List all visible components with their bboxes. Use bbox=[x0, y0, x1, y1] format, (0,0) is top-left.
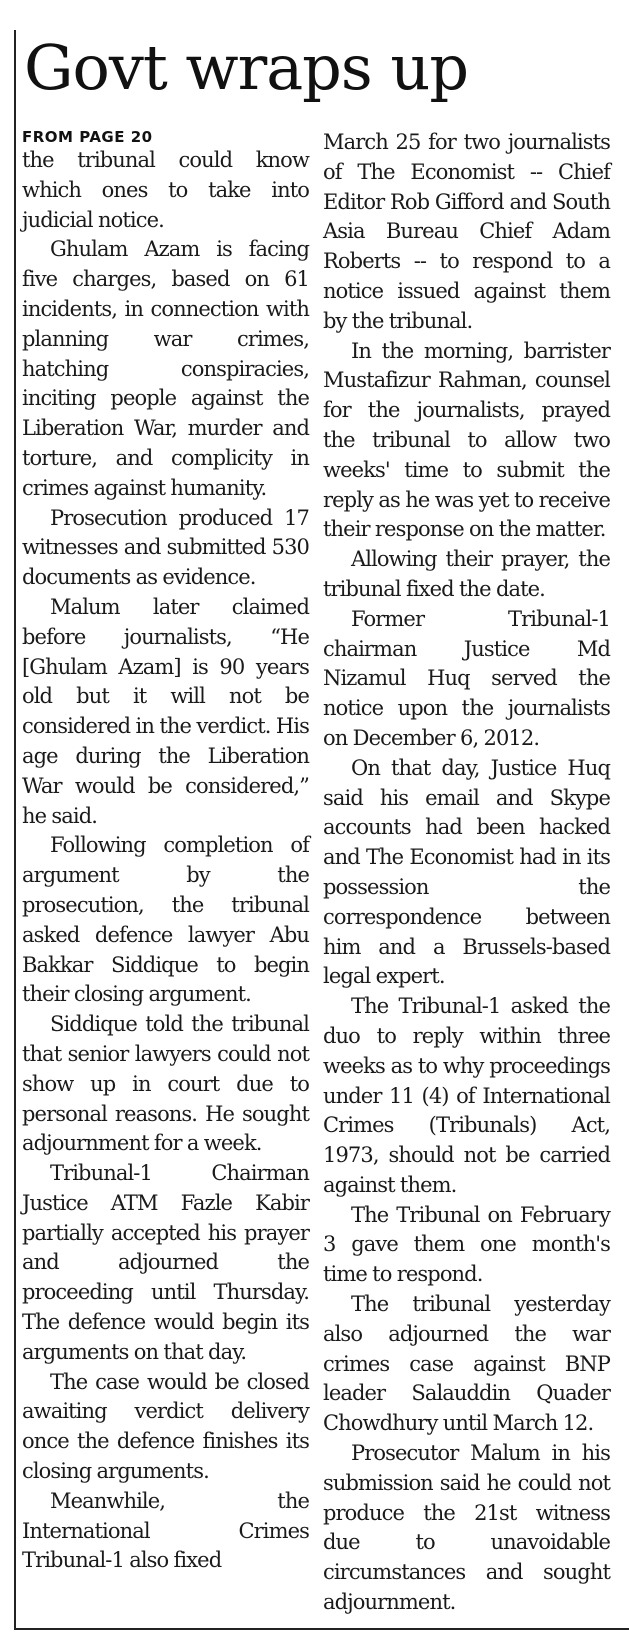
paragraph: In the morning, barrister Mustafizur Rahman, counsel for the journalists, prayed the tribunal to allow two weeks' time to submit the reply as he was yet to receive their response on the matter. bbox=[323, 338, 610, 542]
paragraph: Following completion of argument by the prosecution, the tribunal asked defence lawyer Abu Bakkar Siddique to begin their closing argument. bbox=[22, 833, 309, 1007]
paragraph: Former Tribunal-1 chairman Justice Md Nizamul Huq served the notice upon the journalists on December 6, 2012. bbox=[323, 606, 610, 750]
paragraph: The Tribunal-1 asked the duo to reply within three weeks as to why proceedings under 11 (4) of International Crimes (Tribunals) Act, 1973, should not be carried against them. bbox=[323, 994, 610, 1197]
jump-kicker: FROM PAGE 20 bbox=[22, 128, 153, 146]
paragraph: Prosecutor Malum in his submission said he could not produce the 21st witness due to unavoidable circumstances and sought adjournment. bbox=[323, 1441, 610, 1615]
paragraph: the tribunal could know which ones to take into judicial notice. bbox=[22, 148, 309, 232]
left-column bbox=[22, 128, 309, 1576]
paragraph: On that day, Justice Huq said his email and Skype accounts had been hacked and The Economist had in its possession the correspondence between him and a Brussels-based legal expert. bbox=[323, 755, 610, 989]
bottom-rule bbox=[14, 1628, 629, 1630]
paragraph: Ghulam Azam is facing five charges, based on 61 incidents, in connection with planning war crimes, hatching conspiracies, inciting people against the Liberation War, murder and torture, and complicity in crimes against humanity. bbox=[22, 237, 309, 500]
headline: Govt wraps up bbox=[24, 31, 469, 104]
right-column bbox=[323, 128, 610, 1618]
paragraph: Siddique told the tribunal that senior lawyers could not show up in court due to personal reasons. He sought adjournment for a week. bbox=[22, 1012, 309, 1156]
paragraph: The tribunal yesterday also adjourned the war crimes case against BNP leader Salauddin Quader Chowdhury until March 12. bbox=[323, 1292, 610, 1436]
paragraph: Prosecution produced 17 witnesses and submitted 530 documents as evidence. bbox=[22, 505, 309, 590]
paragraph: The case would be closed awaiting verdict delivery once the defence finishes its closing arguments. bbox=[22, 1369, 309, 1484]
paragraph: Tribunal-1 Chairman Justice ATM Fazle Kabir partially accepted his prayer and adjourned the proceeding until Thursday. The defence would begin its arguments on that day. bbox=[22, 1161, 309, 1364]
left-column-rule bbox=[14, 30, 16, 1628]
paragraph: Allowing their prayer, the tribunal fixed the date. bbox=[323, 547, 610, 601]
paragraph: The Tribunal on February 3 gave them one month's time to respond. bbox=[323, 1202, 610, 1287]
paragraph: March 25 for two journalists of The Economist -- Chief Editor Rob Gifford and South Asia Bureau Chief Adam Roberts -- to respond to a notice issued against them by the tribunal. bbox=[323, 130, 610, 333]
paragraph: Meanwhile, the International Crimes Tribunal-1 also fixed bbox=[22, 1488, 309, 1573]
paragraph: Malum later claimed before journalists, “He [Ghulam Azam] is 90 years old but it will not be considered in the verdict. His age during the Liberation War would be considered,” he said. bbox=[22, 594, 309, 828]
